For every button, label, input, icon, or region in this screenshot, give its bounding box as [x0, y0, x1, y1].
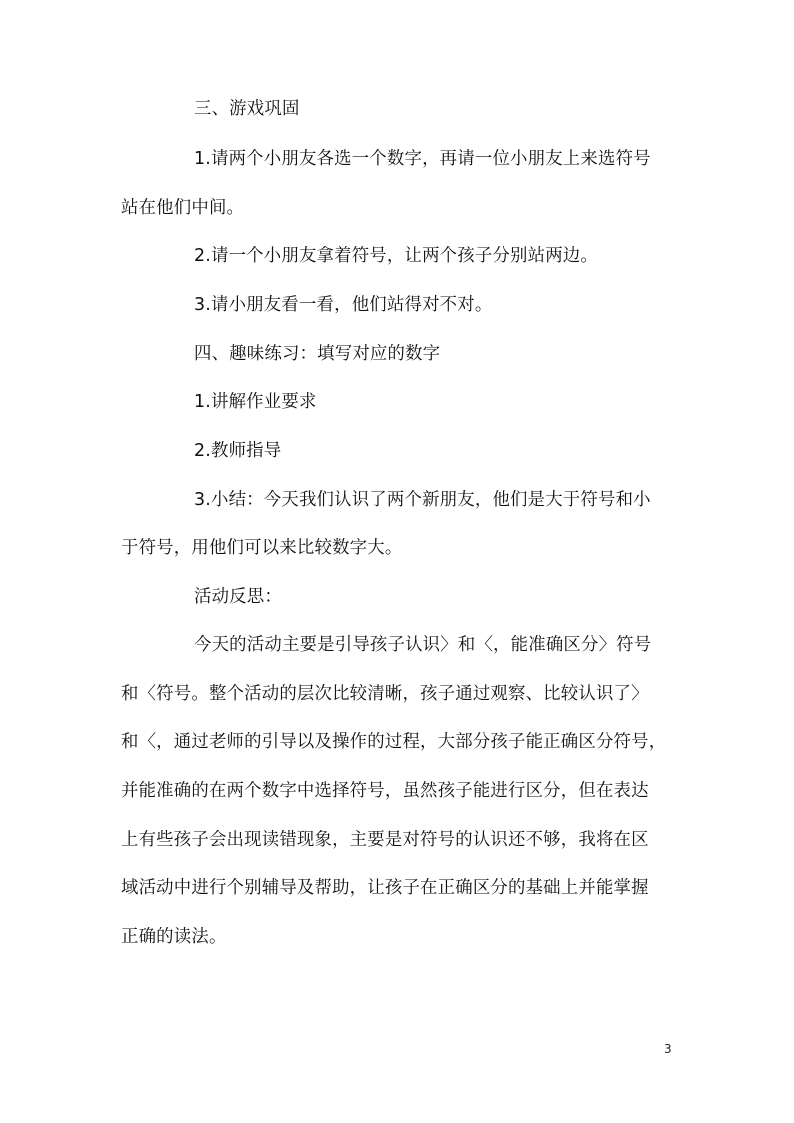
paragraph-line: 1.讲解作业要求: [194, 392, 317, 412]
paragraph-line: 2.教师指导: [194, 441, 282, 461]
paragraph-line: 3.小结：今天我们认识了两个新朋友，他们是大于符号和小: [194, 490, 651, 510]
paragraph-line: 于符号，用他们可以来比较数字大。: [121, 538, 403, 558]
paragraph-line: 正确的读法。: [121, 927, 227, 947]
section-heading-practice: 四、趣味练习：填写对应的数字: [194, 344, 441, 364]
paragraph-line: 3.请小朋友看一看，他们站得对不对。: [194, 295, 493, 315]
section-heading-reflection: 活动反思：: [194, 587, 282, 607]
paragraph-line: 1.请两个小朋友各选一个数字，再请一位小朋友上来选符号: [194, 149, 651, 169]
paragraph-line: 今天的活动主要是引导孩子认识〉和〈，能准确区分〉符号: [194, 635, 652, 655]
paragraph-line: 并能准确的在两个数字中选择符号，虽然孩子能进行区分，但在表达: [121, 781, 649, 801]
paragraph-line: 上有些孩子会出现读错现象，主要是对符号的认识还不够，我将在区: [121, 830, 649, 850]
paragraph-line: 站在他们中间。: [121, 198, 245, 218]
section-heading-game: 三、游戏巩固: [194, 99, 300, 119]
paragraph-line: 和〈符号。整个活动的层次比较清晰，孩子通过观察、比较认识了〉: [121, 684, 649, 704]
paragraph-line: 域活动中进行个别辅导及帮助，让孩子在正确区分的基础上并能掌握: [121, 878, 649, 898]
paragraph-line: 和〈，通过老师的引导以及操作的过程，大部分孩子能正确区分符号，: [121, 732, 667, 752]
page-number: 3: [664, 1042, 672, 1056]
paragraph-line: 2.请一个小朋友拿着符号，让两个孩子分别站两边。: [194, 246, 598, 266]
